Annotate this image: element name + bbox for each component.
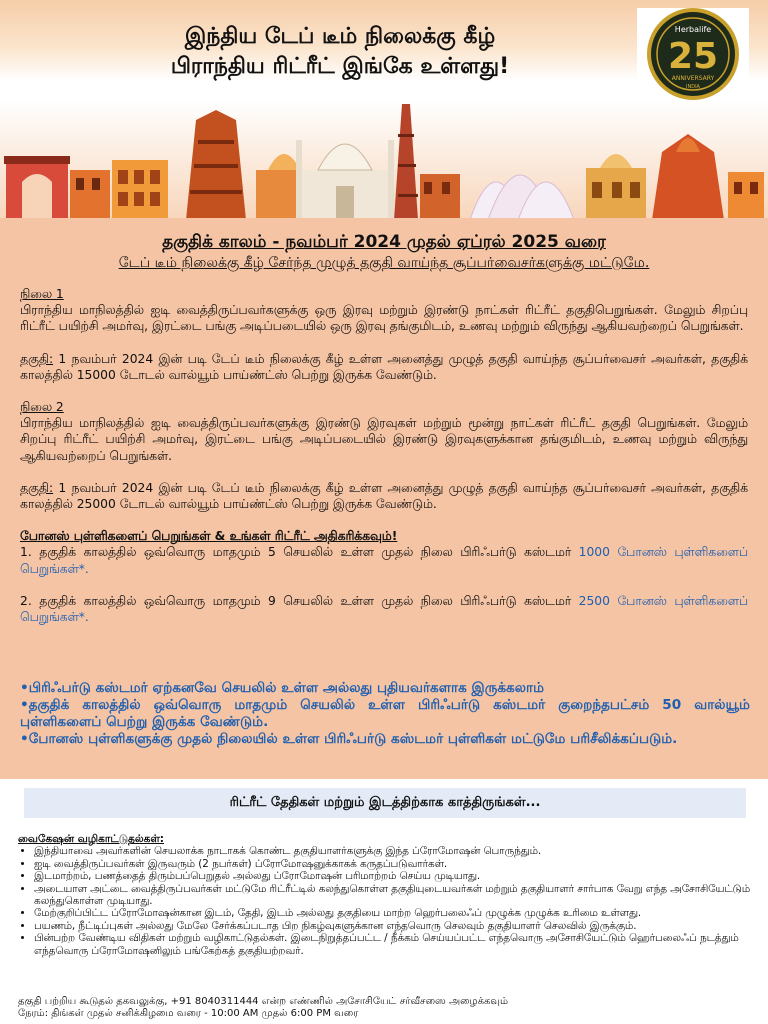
bonus-item-1 — [20, 544, 748, 576]
guideline-item: • இந்தியாவை அவர்களின் செயலாக்க நாடாகக் கொண்ட தகுதியாளர்களுக்கு இந்த ப்ரோமோஷன் பொருந்தும். — [34, 845, 758, 857]
level-1-text: பிராந்திய மாநிலத்தில் ஐடி வைத்திருப்பவர்களுக்கு ஒரு இரவு மற்றும் இரண்டு நாட்கள் ரிட்ரீட் தகுதிபெறுங்கள். மேலும் சிறப்பு ரிட்ரீட் பயிற்சி அமர்வு, இரட்டை பங்கு அடிப்படையில் ஒரு இரவு தங்குமிடம், உணவு மற்றும் விருந்து ஆகியவற்றைப் பெறுங்கள். — [20, 303, 748, 334]
bonus-heading: போனஸ் புள்ளிகளைப் பெறுங்கள் & உங்கள் ரிட்ரீட் அதிகரிக்கவும்! — [20, 529, 398, 544]
logo-line2: INDIA — [686, 84, 700, 90]
guideline-item: • பின்பற்ற வேண்டிய விதிகள் மற்றும் வழிகாட்டுதல்கள். இடைநிறுத்தப்பட்ட / நீக்கம் செய்யப்பட்ட எந்தவொரு அசோசியேட்டும் ஹெர்பலைஃப் நடத்தும் எந்தவொரு ப்ரோமோஷனிலும் பங்கேற்கத் தகுதியற்றவர். — [34, 932, 758, 957]
level-2-q-text: 1 நவம்பர் 2024 இன் படி டேப் டீம் நிலைக்கு கீழ் உள்ள அனைத்து முழுத் தகுதி வாய்ந்த சூப்பர்வைசர் அவர்கள், தகுதிக் காலத்தில் 25000 டோடல் வால்யூம் பாய்ண்ட்ஸ் பெற்று இருக்க வேண்டும். — [20, 480, 748, 512]
guideline-item: • அடையாள அட்டை வைத்திருப்பவர்கள் மட்டுமே ரிட்ரீட்டில் கலந்துகொள்ள தகுதியுடையவர்கள் மற்றும் தகுதியாளர் சார்பாக வேறு எந்த அசோசியேட்டும் கலந்துகொள்ள முடியாது. — [34, 883, 758, 908]
bonus-note: •தகுதிக் காலத்தில் ஒவ்வொரு மாதமும் செயலில் உள்ள பிரிஃபர்டு கஸ்டமர் குறைந்தபட்சம் 50 வால்யூம் புள்ளிகளைப் பெற்று இருக்க வேண்டும். — [20, 697, 750, 730]
level-1-q-text: 1 நவம்பர் 2024 இன் படி டேப் டீம் நிலைக்கு கீழ் உள்ள அனைத்து முழுத் தகுதி வாய்ந்த சூப்பர்வைசர் அவர்கள், தகுதிக் காலத்தில் 15000 டோடல் வால்யூம் பாய்ண்ட்ஸ் பெற்று இருக்க வேண்டும். — [20, 351, 748, 382]
logo-number: 25 — [667, 36, 719, 77]
title-line-1: இந்திய டேப் டீம் நிலைக்கு கீழ் — [184, 24, 496, 49]
bonus-note: •போனஸ் புள்ளிகளுக்கு முதல் நிலையில் உள்ள பிரிஃபர்டு கஸ்டமர் புள்ளிகள் மட்டுமே பரிசீலிக்கப்படும். — [20, 731, 678, 747]
level-2-text: பிராந்திய மாநிலத்தில் ஐடி வைத்திருப்பவர்களுக்கு இரண்டு இரவுகள் மற்றும் மூன்று நாட்கள் ரிட்ரீட் தகுதி பெறுங்கள். மேலும் சிறப்பு ரிட்ரீட் பயிற்சி அமர்வு, இரட்டை பங்கு அடிப்படையில் இரண்டு இரவுகளுக்கான தங்குமிடம், உணவு மற்றும் விருந்து ஆகியவற்றைப் பெறுங்கள். — [20, 416, 748, 463]
guidelines-heading: வைகேஷன் வழிகாட்டுதல்கள்: — [18, 833, 165, 845]
eligibility-note: டேப் டீம் நிலைக்கு கீழ் சேர்ந்த முழுத் தகுதி வாய்ந்த சூப்பர்வைசர்களுக்கு மட்டுமே. — [118, 255, 650, 271]
bonus-note: •பிரிஃபர்டு கஸ்டமர் ஏற்கனவே செயலில் உள்ள அல்லது புதியவர்களாக இருக்கலாம் — [20, 680, 545, 696]
hours-line: நேரம்: திங்கள் முதல் சனிக்கிழமை வரை - 10:00 AM முதல் 6:00 PM வரை — [18, 1008, 359, 1019]
bonus-item-1-points: 1000 போனஸ் புள்ளிகளைப் பெறுங்கள்*. — [20, 545, 748, 576]
vacation-guidelines — [18, 833, 758, 957]
level-1-q-label: தகுதி: — [20, 351, 54, 366]
level-2-q-label: தகுதி: — [20, 480, 54, 495]
contact-footer — [18, 996, 758, 1020]
wait-for-dates-banner: ரிட்ரீட் தேதிகள் மற்றும் இடத்திற்காக காத்திருங்கள்... — [24, 788, 746, 818]
guideline-item: • மேற்குறிப்பிட்ட ப்ரோமோஷன்கான இடம், தேதி, இடம் அல்லது தகுதியை மாற்ற ஹெர்பலைஃப் முழுக்க முழுக்க உரிமை உள்ளது. — [34, 907, 758, 919]
level-1-heading: நிலை 1 — [20, 287, 64, 301]
level-2-heading: நிலை 2 — [20, 400, 64, 415]
contact-line: தகுதி பற்றிய கூடுதல் தகவலுக்கு, +91 8040311444 என்ற எண்ணில் அசோசியேட் சர்வீசஸை அழைக்கவும் — [18, 996, 508, 1007]
logo-line1: ANNIVERSARY — [671, 75, 715, 82]
logo-brand: Herbalife — [674, 25, 712, 34]
qualification-period: தகுதிக் காலம் - நவம்பர் 2024 முதல் ஏப்ரல் 2025 வரை — [162, 232, 606, 252]
bonus-item-2-text: 2. தகுதிக் காலத்தில் ஒவ்வொரு மாதமும் 9 செயலில் உள்ள முதல் நிலை பிரிஃபர்டு கஸ்டமர் — [20, 593, 579, 608]
qualification-body — [20, 286, 748, 625]
level-1-qualification — [20, 351, 748, 383]
guideline-item: • பயணம், நீட்டிப்புகள் அல்லது மேலே சேர்க்கப்படாத பிற நிகழ்வுகளுக்கான எந்தவொரு செலவும் தகுதியாளர் செலவில் இருக்கும். — [34, 920, 758, 932]
anniversary-logo — [637, 8, 749, 104]
bonus-notes — [20, 680, 750, 748]
level-2-qualification — [20, 480, 748, 512]
guideline-item: • ஐடி வைத்திருப்பவர்கள் இருவரும் (2 நபர்கள்) ப்ரோமோஷனுக்காகக் கருதப்படுவார்கள். — [34, 858, 758, 870]
page-title — [40, 22, 640, 82]
bonus-item-1-text: 1. தகுதிக் காலத்தில் ஒவ்வொரு மாதமும் 5 செயலில் உள்ள முதல் நிலை பிரிஃபர்டு கஸ்டமர் — [20, 545, 579, 560]
guideline-item: • இடமாற்றம், பணத்தைத் திரும்பப்பெறுதல் அல்லது ப்ரோமோஷன் பரிமாற்றம் செய்ய முடியாது. — [34, 870, 758, 882]
title-line-2: பிராந்திய ரிட்ரீட் இங்கே உள்ளது! — [170, 54, 510, 79]
landmarks-skyline-illustration — [0, 100, 768, 226]
bonus-item-2-points: 2500 போனஸ் புள்ளிகளைப் பெறுங்கள்*. — [20, 593, 748, 625]
bonus-item-2 — [20, 593, 748, 625]
